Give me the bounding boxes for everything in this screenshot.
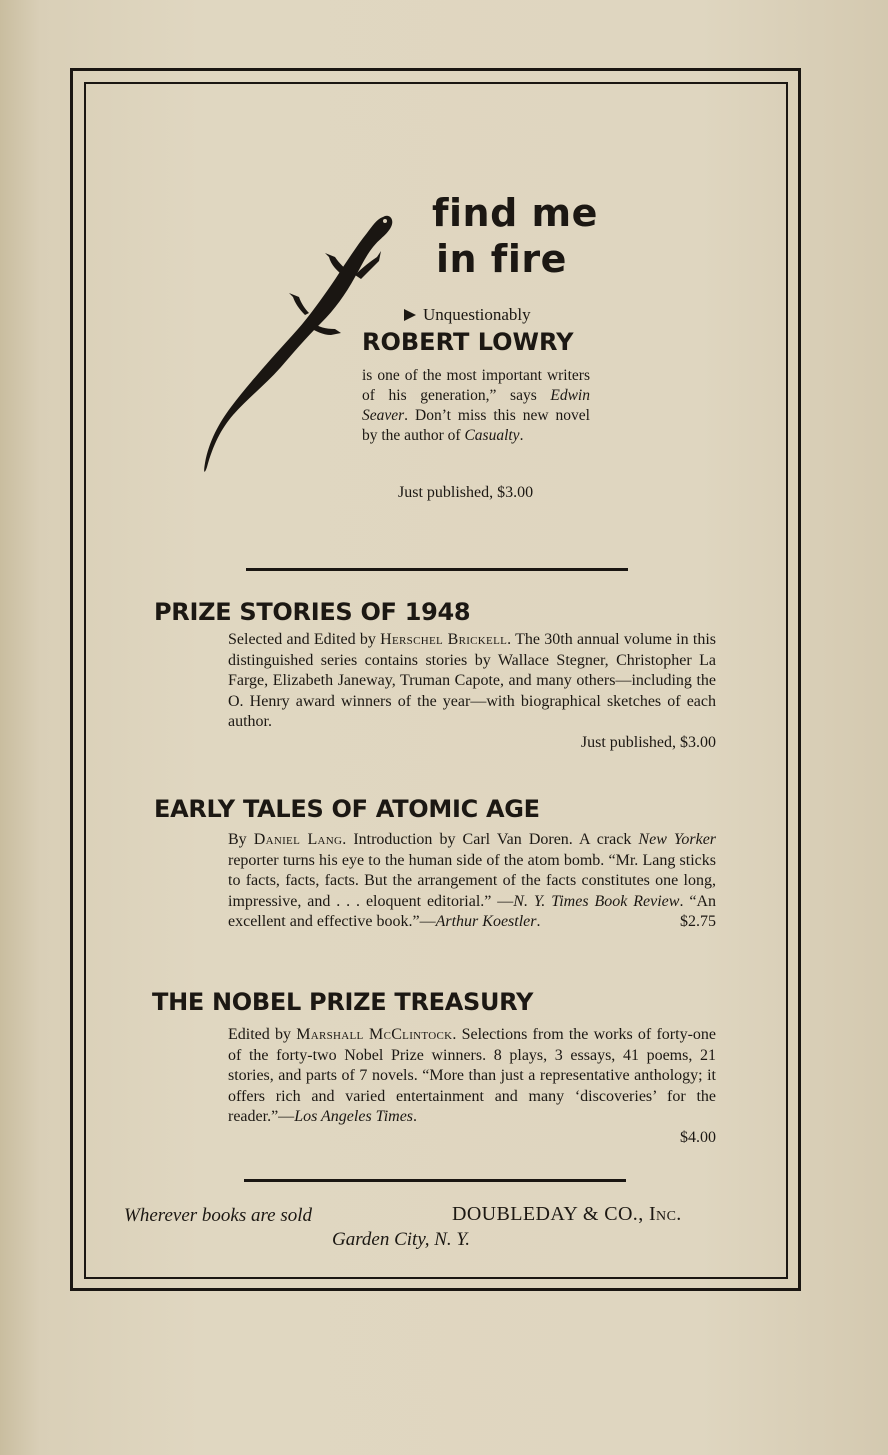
section-price: Just published, $3.00 bbox=[580, 733, 716, 751]
section-editor: Herschel Brickell bbox=[380, 631, 508, 648]
section-body-nobel-treasury bbox=[228, 1025, 716, 1149]
section-italic: Los Angeles Times bbox=[294, 1108, 414, 1126]
footer-publisher-inc: Inc. bbox=[649, 1203, 682, 1225]
section-title-nobel-treasury: THE NOBEL PRIZE TREASURY bbox=[152, 988, 534, 1016]
section-body-prize-stories bbox=[228, 630, 716, 754]
section-title-atomic-age: EARLY TALES OF ATOMIC AGE bbox=[154, 795, 540, 823]
footer-publisher bbox=[452, 1202, 682, 1226]
hero-title-line-1: find me bbox=[432, 191, 598, 235]
section-editor: Marshall McClintock bbox=[296, 1026, 453, 1043]
hero-blurb-part2: . Don’t miss this new novel by the author of bbox=[362, 407, 590, 444]
hero-blurb-name: Edwin Seaver bbox=[362, 387, 590, 424]
hero-title bbox=[432, 190, 652, 282]
hero-title-line-2: in fire bbox=[436, 237, 567, 281]
hero-blurb-end: . bbox=[519, 427, 524, 444]
hero-blurb-part1: is one of the most important writers of his generation,” says bbox=[362, 367, 590, 404]
section-text: . Selections from the works of forty-one of the forty-two Nobel Prize winners. 8 plays, 3 essays, 41 poems, 21 stories, and parts of 7 novels. “More than just a representative anthology; it offers rich and varied entertainment and many ‘discoveries’ for the reader.”— bbox=[228, 1026, 716, 1126]
section-italic-a: New Yorker bbox=[638, 831, 717, 848]
section-text-a: . Introduction by Carl Van Doren. A crack bbox=[342, 831, 639, 848]
section-price: $2.75 bbox=[680, 913, 716, 931]
hero-author: ROBERT LOWRY bbox=[362, 328, 574, 356]
section-text-b: reporter turns his eye to the human side of the atom bomb. “Mr. Lang sticks to facts, facts, facts. But the arrangement of the facts constitutes one long, impressive, and . . . eloquent editorial.” — bbox=[228, 851, 716, 910]
section-editor: Daniel Lang bbox=[253, 831, 343, 848]
section-italic-b: N. Y. Times Book Review bbox=[513, 892, 680, 910]
section-text-d: . bbox=[536, 913, 541, 931]
section-by: Edited by bbox=[228, 1026, 297, 1043]
section-text: . The 30th annual volume in this distinguished series contains stories by Wallace Stegner, Christopher La Farge, Elizabeth Janeway, Truman Capote, and many others—including the O. Henry award winners of the year—with biographical sketches of each author. bbox=[228, 631, 716, 731]
divider-rule-bottom bbox=[244, 1179, 626, 1182]
section-italic-c: Arthur Koestler bbox=[435, 913, 537, 931]
hero-blurb bbox=[362, 366, 590, 446]
divider-rule-top bbox=[246, 568, 628, 571]
section-body-atomic-age bbox=[228, 830, 716, 933]
footer-city: Garden City, N. Y. bbox=[332, 1229, 470, 1250]
section-price: $4.00 bbox=[680, 1128, 716, 1146]
footer-publisher-name: DOUBLEDAY & CO., bbox=[452, 1203, 649, 1225]
section-text-c: . “An excellent and effective book.”— bbox=[228, 892, 717, 931]
hero-tagline-text: Unquestionably bbox=[423, 305, 531, 324]
section-by: By bbox=[228, 831, 254, 848]
footer-tagline: Wherever books are sold bbox=[124, 1205, 313, 1226]
section-by: Selected and Edited by bbox=[228, 631, 381, 648]
section-text-end: . bbox=[413, 1108, 418, 1126]
triangle-bullet-icon bbox=[404, 309, 416, 321]
hero-tagline bbox=[404, 305, 531, 325]
hero-blurb-book: Casualty bbox=[464, 427, 520, 444]
hero-price: Just published, $3.00 bbox=[398, 484, 534, 501]
section-title-prize-stories: PRIZE STORIES OF 1948 bbox=[154, 598, 471, 626]
